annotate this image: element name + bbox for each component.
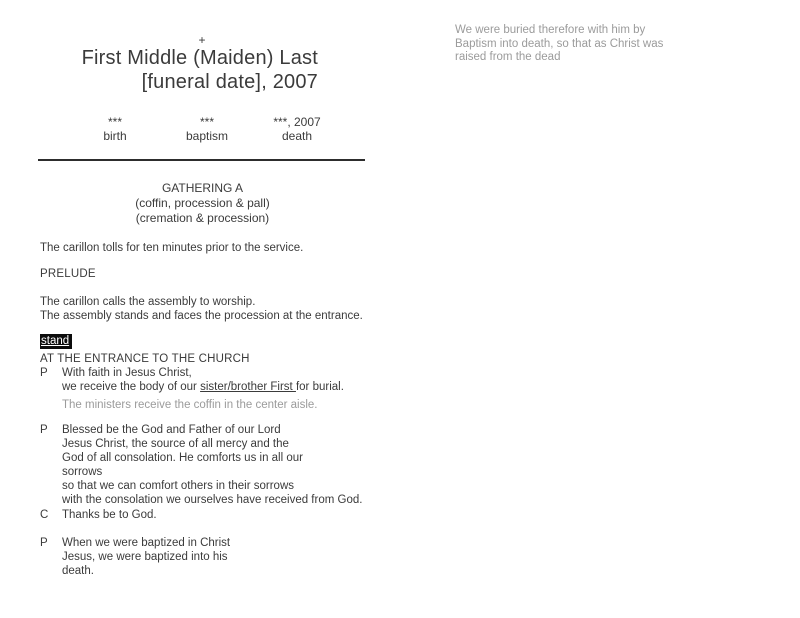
versicle-line: When we were baptized in Christ [62, 537, 231, 549]
cross-symbol: + [198, 33, 206, 47]
prelude-heading: PRELUDE [40, 268, 96, 280]
rubric-assembly-stands: The assembly stands and faces the procession at the entrance. [40, 310, 363, 322]
versicle-blessed [40, 423, 362, 507]
response-line: Thanks be to God. [62, 509, 157, 521]
gathering-title: GATHERING A [161, 181, 244, 195]
margin-note-line: Baptism into death, so that as Christ was [455, 37, 664, 50]
milestone-death [247, 115, 347, 144]
gathering-option-cremation: (cremation & procession) [135, 211, 270, 225]
response-thanks [40, 508, 157, 522]
stand-highlight-tag[interactable]: stand [40, 334, 72, 349]
versicle-line-post: for burial. [295, 381, 344, 393]
speaker-presider: P [40, 537, 48, 549]
versicle-line: God of all consolation. He comforts us in all our [62, 452, 303, 464]
versicle-baptized [40, 536, 230, 578]
entrance-heading: AT THE ENTRANCE TO THE CHURCH [40, 353, 250, 365]
milestone-birth-value: *** [107, 115, 122, 129]
versicle-line: With faith in Jesus Christ, [62, 367, 192, 379]
milestone-birth [65, 115, 165, 144]
versicle-line: death. [62, 565, 94, 577]
header-divider [38, 159, 365, 161]
scripture-margin-note [455, 24, 705, 65]
milestone-death-value: ***, 2007 [273, 115, 321, 129]
versicle-line: Blessed be the God and Father of our Lord [62, 424, 281, 436]
versicle-line [62, 380, 344, 394]
rubric-assembly [40, 295, 363, 323]
title-date-line: [funeral date], 2007 [141, 71, 318, 93]
speaker-presider: P [40, 424, 48, 436]
versicle-line: Jesus, we were baptized into his [62, 551, 228, 563]
gathering-section-heading [40, 181, 365, 226]
margin-note-line: We were buried therefore with him by [455, 24, 646, 36]
document-title [40, 46, 318, 94]
rubric-ministers: The ministers receive the coffin in the center aisle. [62, 399, 318, 411]
title-name-line: First Middle (Maiden) Last [81, 47, 318, 69]
milestone-baptism-value: *** [199, 115, 214, 129]
versicle-line-pre: we receive the body of our [62, 381, 201, 393]
versicle-entrance [40, 366, 344, 394]
versicle-line: Jesus Christ, the source of all mercy and the [62, 438, 289, 450]
speaker-congregation: C [40, 509, 49, 521]
milestone-death-label: death [281, 129, 313, 143]
versicle-line: sorrows [62, 466, 103, 478]
versicle-line: with the consolation we ourselves have received from God. [62, 494, 363, 506]
versicle-name-underlined: sister/brother First [200, 381, 296, 393]
rubric-carillon-calls: The carillon calls the assembly to worship. [40, 296, 256, 308]
gathering-option-coffin: (coffin, procession & pall) [135, 196, 270, 210]
speaker-presider: P [40, 367, 48, 379]
versicle-line: so that we can comfort others in their sorrows [62, 480, 295, 492]
milestone-baptism-label: baptism [185, 129, 229, 143]
milestone-birth-label: birth [103, 129, 127, 143]
milestone-baptism [157, 115, 257, 144]
rubric-carillon-tolls: The carillon tolls for ten minutes prior to the service. [40, 242, 304, 254]
margin-note-line: raised from the dead [455, 51, 561, 63]
